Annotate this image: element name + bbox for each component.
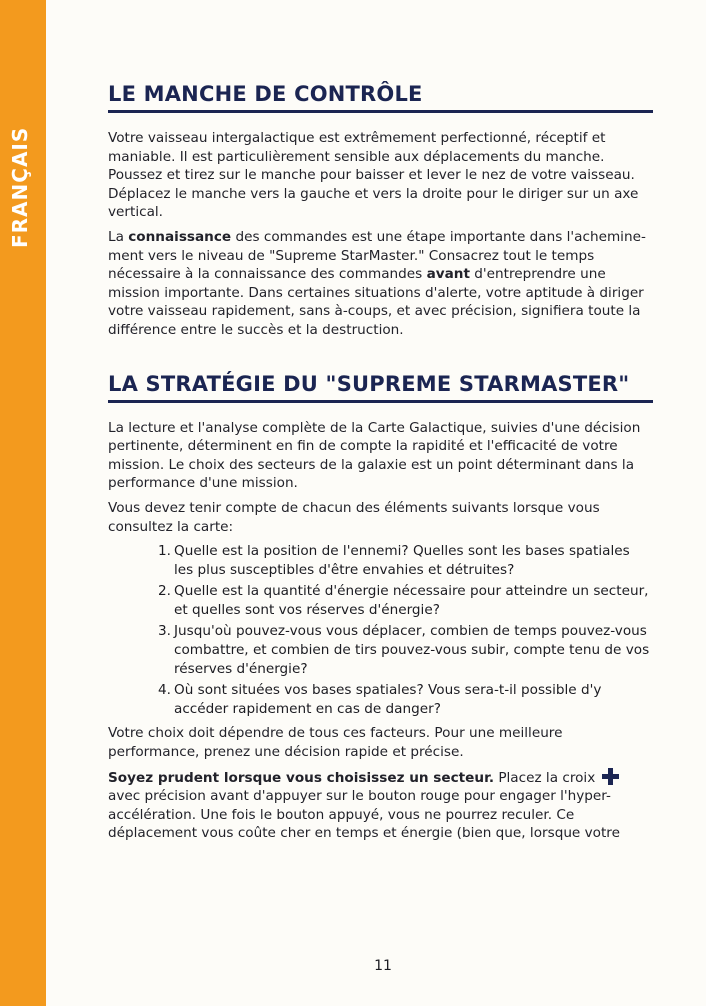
list-item: 2. Quelle est la quantité d'énergie nécessaire pour atteindre un secteur, et quelles sont vos réserves d'énergie?: [158, 583, 649, 618]
page-number: 11: [374, 958, 392, 974]
emphasis-caution: Soyez prudent lorsque vous choisissez un secteur.: [108, 769, 494, 786]
paragraph-strategy-intro: La lecture et l'analyse complète de la Carte Galactique, suivies d'une décision pertinente, déterminent en fin de compte la rapidité et l'efficacité de votre mission. Le choix des secteurs de la galaxie est un point déterminant dans la performance d'une mission.: [108, 419, 641, 492]
paragraph-strategy-caution: Soyez prudent lorsque vous choisissez un secteur. Placez la croix avec précision avant d'appuyer sur le bouton rouge pour engager l'hyper-accélération. Une fois le bouton appuyé, vous ne pourrez reculer. Ce déplacement vous coûte cher en temps et énergie (bien que, lorsque votre: [108, 769, 620, 842]
list-item: 1. Quelle est la position de l'ennemi? Quelles sont les bases spatiales les plus susceptibles d'être envahies et détruites?: [158, 543, 630, 578]
language-label: FRANÇAIS: [8, 126, 32, 248]
crosshair-plus-icon: [602, 768, 619, 785]
list-item: 3. Jusqu'où pouvez-vous vous déplacer, combien de temps pouvez-vous combattre, et combien de tirs pouvez-vous subir, compte tenu de vos réserves d'énergie?: [158, 623, 650, 677]
paragraph-control-knowledge: La connaissance des commandes est une étape importante dans l'achemine-ment vers le niveau de "Supreme StarMaster." Consacrez tout le temps nécessaire à la connaissance des commandes avant d'entreprendre une mission importante. Dans certaines situations d'alerte, votre aptitude à diriger votre vaisseau rapidement, sans à-coups, et avec précision, signifiera toute la différence entre le succès et la destruction.: [108, 228, 646, 338]
list-item: 4. Où sont situées vos bases spatiales? Vous sera-t-il possible d'y accéder rapidement en cas de danger?: [158, 682, 602, 717]
emphasis-connaissance: connaissance: [128, 228, 232, 245]
section-title-control-stick: LE MANCHE DE CONTRÔLE: [108, 82, 653, 113]
language-side-tab: [0, 0, 46, 1006]
section-title-strategy: LA STRATÉGIE DU "SUPREME STARMASTER": [108, 372, 653, 403]
paragraph-strategy-decision: Votre choix doit dépendre de tous ces facteurs. Pour une meilleure performance, prenez une décision rapide et précise.: [108, 725, 563, 761]
paragraph-strategy-checklist: Vous devez tenir compte de chacun des éléments suivants lorsque vous consultez la carte:: [108, 499, 600, 535]
paragraph-control-intro: Votre vaisseau intergalactique est extrêmement perfectionné, réceptif et maniable. Il est particulièrement sensible aux déplacements du manche. Poussez et tirez sur le manche pour baisser et lever le nez de votre vaisseau. Déplacez le manche vers la gauche et vers la droite pour le diriger sur un axe vertical.: [108, 130, 639, 221]
page-content: [108, 82, 653, 843]
question-list: [108, 542, 653, 718]
emphasis-avant: avant: [426, 266, 470, 283]
